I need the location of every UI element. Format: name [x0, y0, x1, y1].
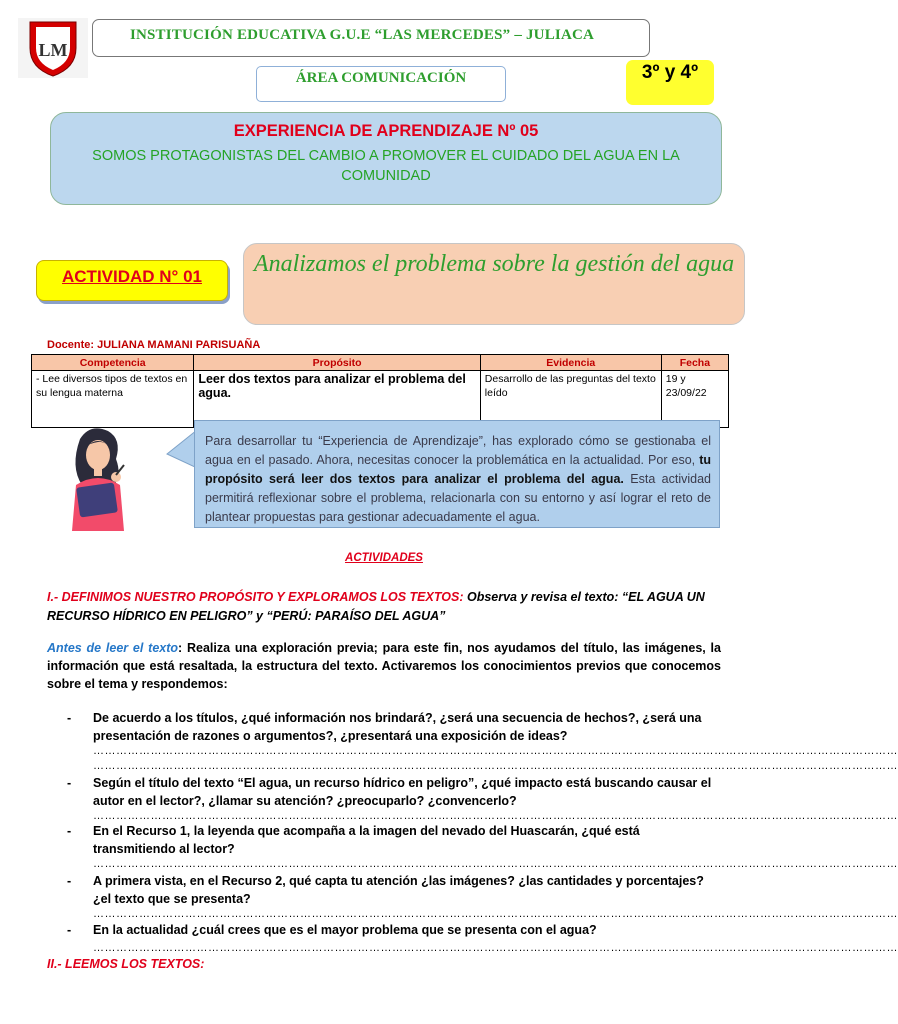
cell-fecha: 19 y 23/09/22 — [661, 371, 728, 428]
cell-competencia: - Lee diversos tipos de textos en su lengua materna — [32, 371, 194, 428]
question-text: En la actualidad ¿cuál crees que es el mayor problema que se presenta con el agua? — [93, 923, 597, 937]
school-logo — [18, 18, 88, 78]
cell-evidencia: Desarrollo de las preguntas del texto leído — [480, 371, 661, 428]
experience-subtitle: SOMOS PROTAGONISTAS DEL CAMBIO A PROMOVER EL CUIDADO DEL AGUA EN LA COMUNIDAD — [92, 148, 680, 184]
question-text: Según el título del texto “El agua, un recurso hídrico en peligro”, ¿qué impacto está buscando causar el autor en el lector?, ¿llamar su atención? ¿preocuparlo? ¿convencerlo? — [93, 776, 712, 808]
experience-title: EXPERIENCIA DE APRENDIZAJE Nº 05 — [233, 122, 539, 140]
purpose-text-bold: tu propósito será leer dos textos para analizar el problema del agua. — [205, 453, 711, 486]
teacher-name: Docente: JULIANA MAMANI PARISUAÑA — [47, 339, 261, 351]
purpose-text-intro: Para desarrollar tu “Experiencia de Aprendizaje”, has explorado cómo se gestionaba el agua en el pasado. Ahora, necesitas conocer la problemática en la actualidad. Por eso, — [205, 434, 711, 467]
table-row — [32, 371, 729, 428]
question-item — [67, 774, 721, 810]
activity-title: Analizamos el problema sobre la gestión del agua — [253, 251, 735, 277]
section-1-label: I.- DEFINIMOS NUESTRO PROPÓSITO Y EXPLORAMOS LOS TEXTOS: — [47, 590, 464, 604]
question-text: A primera vista, en el Recurso 2, qué capta tu atención ¿las imágenes? ¿las cantidades y porcentajes? ¿el texto que se presenta? — [93, 874, 704, 906]
area-title: ÁREA COMUNICACIÓN — [295, 70, 467, 86]
purpose-text — [205, 432, 711, 527]
cell-proposito: Leer dos textos para analizar el problema del agua. — [194, 371, 480, 428]
question-item — [67, 822, 721, 858]
answer-line[interactable]: ………………………………………………………………………………………………………………………………………………………………………………………… — [93, 745, 898, 757]
question-item — [67, 921, 721, 939]
bullet-dash: - — [67, 824, 72, 838]
before-reading-text: : Realiza una exploración previa; para este fin, nos ayudamos del título, las imágenes, la información que está resaltada, la estructura del texto. Activaremos los conocimientos previos que conocemos sobre el tema y respondemos: — [47, 641, 721, 691]
institution-name: INSTITUCIÓN EDUCATIVA G.U.E “LAS MERCEDES” – JULIACA — [129, 27, 595, 43]
student-reading-illustration — [60, 425, 144, 531]
bullet-dash: - — [67, 923, 72, 937]
svg-text:LM: LM — [38, 40, 68, 60]
header-proposito: Propósito — [194, 355, 480, 371]
before-reading-label: Antes de leer el texto — [47, 641, 179, 655]
question-item — [67, 709, 721, 745]
speech-tail-icon — [167, 428, 197, 472]
shield-icon — [18, 18, 88, 78]
header-fecha: Fecha — [661, 355, 728, 371]
header-competencia: Competencia — [32, 355, 194, 371]
bullet-dash: - — [67, 874, 72, 888]
purpose-text-outro: Esta actividad permitirá reflexionar sobre el problema, relacionarla con su entorno y así lograr el reto de plantear propuestas para gestionar adecuadamente el agua. — [205, 472, 711, 524]
answer-line[interactable]: ………………………………………………………………………………………………………………………………………………………………………………………… — [93, 908, 898, 920]
before-reading-paragraph — [47, 639, 721, 693]
question-text: De acuerdo a los títulos, ¿qué información nos brindará?, ¿será una secuencia de hechos?, ¿será una presentación de razones o argumentos?, ¿presentará una exposición de ideas? — [93, 711, 702, 743]
bullet-dash: - — [67, 776, 72, 790]
activity-label: ACTIVIDAD N° 01 — [62, 267, 202, 286]
answer-line[interactable]: ………………………………………………………………………………………………………………………………………………………………………………………… — [93, 858, 898, 870]
question-item — [67, 872, 721, 908]
grade-label: 3º y 4º — [641, 62, 699, 83]
answer-line[interactable]: ………………………………………………………………………………………………………………………………………………………………………………………… — [93, 760, 898, 772]
competency-table — [31, 354, 729, 428]
question-text: En el Recurso 1, la leyenda que acompaña a la imagen del nevado del Huascarán, ¿qué está transmitiendo al lector? — [93, 824, 640, 856]
section-1-instructions: Observa y revisa el texto: “EL AGUA UN RECURSO HÍDRICO EN PELIGRO” y “PERÚ: PARAÍSO DEL AGUA” — [47, 590, 705, 623]
bullet-dash: - — [67, 711, 72, 725]
answer-line[interactable]: ………………………………………………………………………………………………………………………………………………………………………………………… — [93, 810, 898, 822]
table-header-row — [32, 355, 729, 371]
section-2-heading: II.- LEEMOS LOS TEXTOS: — [47, 957, 205, 971]
answer-line[interactable]: ………………………………………………………………………………………………………………………………………………………………………………………… — [93, 942, 898, 954]
header-evidencia: Evidencia — [480, 355, 661, 371]
activities-heading: ACTIVIDADES — [345, 552, 423, 564]
section-1-heading — [47, 588, 721, 626]
